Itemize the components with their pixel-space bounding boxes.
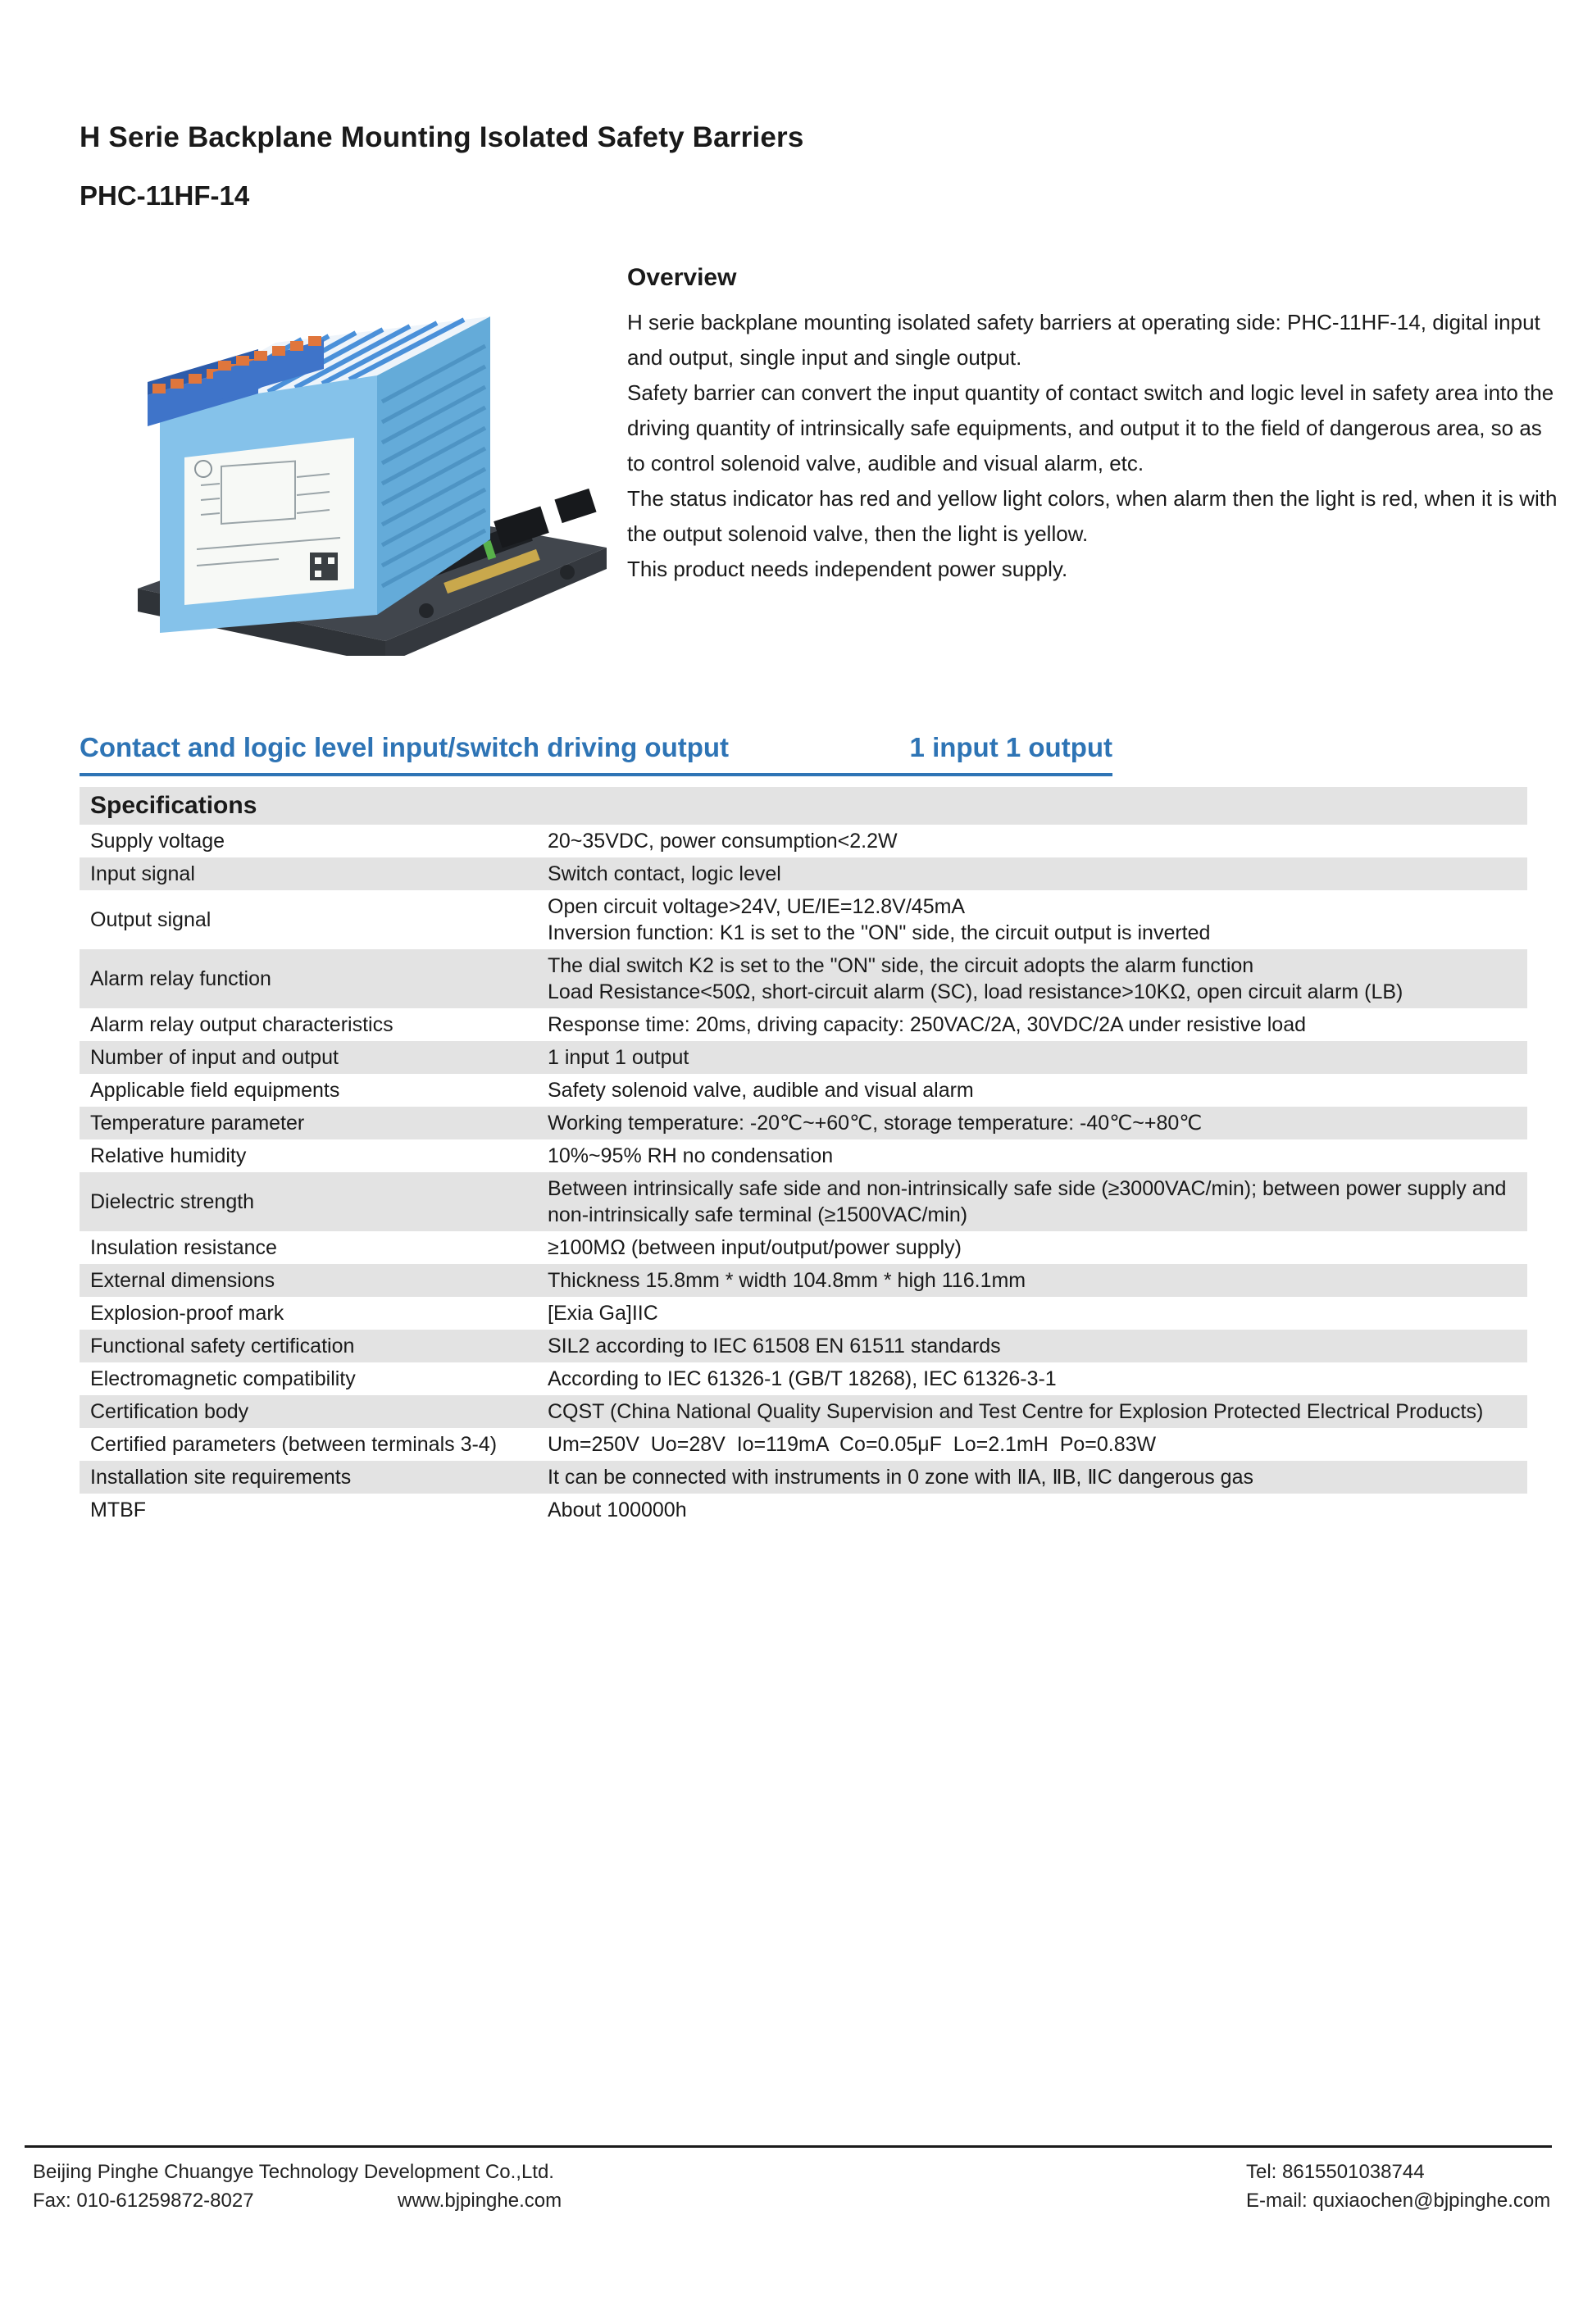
spec-value-line: Between intrinsically safe side and non-intrinsically safe side (≥3000VAC/min); between power supply and xyxy=(548,1177,1507,1200)
table-row xyxy=(80,1264,1527,1297)
table-row xyxy=(80,1461,1527,1494)
spec-value-line: About 100000h xyxy=(548,1499,687,1521)
spec-value-line: Open circuit voltage>24V, UE/IE=12.8V/45mA xyxy=(548,895,966,918)
section-heading-left: Contact and logic level input/switch driving output xyxy=(80,732,730,762)
footer-email: E-mail: quxiaochen@bjpinghe.com xyxy=(1246,2190,1551,2212)
spec-value xyxy=(548,894,1527,946)
spec-value-line: Response time: 20ms, driving capacity: 250VAC/2A, 30VDC/2A under resistive load xyxy=(548,1013,1306,1036)
spec-label: Alarm relay function xyxy=(90,967,271,990)
table-row xyxy=(80,1008,1527,1041)
footer-fax: Fax: 010-61259872-8027 xyxy=(33,2190,254,2212)
overview-paragraph: H serie backplane mounting isolated safety barriers at operating side: PHC-11HF-14, digital input and output, single input and single output. xyxy=(627,310,1540,370)
spec-value-line: Switch contact, logic level xyxy=(548,862,781,885)
spec-value xyxy=(548,1300,1527,1326)
spec-value-line: The dial switch K2 is set to the "ON" side, the circuit adopts the alarm function xyxy=(548,954,1254,977)
spec-value-line: Um=250V Uo=28V Io=119mA Co=0.05μF Lo=2.1mH Po=0.83W xyxy=(548,1433,1157,1456)
spec-value xyxy=(548,1110,1527,1136)
spec-label: Electromagnetic compatibility xyxy=(90,1367,356,1390)
specifications-table xyxy=(80,787,1527,1526)
spec-label: External dimensions xyxy=(90,1269,275,1292)
spec-value xyxy=(548,1497,1527,1523)
product-model: PHC-11HF-14 xyxy=(80,180,250,211)
spec-value xyxy=(548,1012,1527,1038)
spec-value-line: Load Resistance<50Ω, short-circuit alarm (SC), load resistance>10KΩ, open circuit alarm (LB) xyxy=(548,980,1403,1003)
footer-tel: Tel: 8615501038744 xyxy=(1246,2161,1425,2183)
spec-value xyxy=(548,1077,1527,1103)
table-row xyxy=(80,1139,1527,1172)
table-row xyxy=(80,1074,1527,1107)
overview-heading: Overview xyxy=(627,264,737,291)
spec-value-line: According to IEC 61326-1 (GB/T 18268), IEC 61326-3-1 xyxy=(548,1367,1057,1390)
spec-value-line: Working temperature: -20℃~+60℃, storage temperature: -40℃~+80℃ xyxy=(548,1112,1203,1135)
spec-value-line: CQST (China National Quality Supervision and Test Centre for Explosion Protected Electrical Products) xyxy=(548,1400,1484,1423)
spec-value-line: 1 input 1 output xyxy=(548,1046,689,1069)
spec-label: Temperature parameter xyxy=(90,1112,305,1135)
table-row xyxy=(80,890,1527,949)
spec-value-line: non-intrinsically safe terminal (≥1500VAC/min) xyxy=(548,1203,968,1226)
table-row xyxy=(80,857,1527,890)
overview-section xyxy=(627,264,1558,587)
product-photo xyxy=(115,271,607,656)
table-row xyxy=(80,1428,1527,1461)
spec-value xyxy=(548,1176,1527,1228)
spec-value xyxy=(548,1044,1527,1071)
spec-label: Certification body xyxy=(90,1400,249,1423)
overview-paragraph: This product needs independent power supply. xyxy=(627,557,1068,581)
spec-value-line: It can be connected with instruments in 0 zone with ⅡA, ⅡB, ⅡC dangerous gas xyxy=(548,1466,1253,1489)
spec-label: Alarm relay output characteristics xyxy=(90,1013,394,1036)
spec-value-line: Thickness 15.8mm * width 104.8mm * high 116.1mm xyxy=(548,1269,1026,1292)
footer-website: www.bjpinghe.com xyxy=(398,2190,562,2212)
spec-value-line: 10%~95% RH no condensation xyxy=(548,1144,834,1167)
spec-label: Insulation resistance xyxy=(90,1236,277,1259)
overview-paragraph: The status indicator has red and yellow light colors, when alarm then the light is red, when it is with the output solenoid valve, then the light is yellow. xyxy=(627,486,1558,546)
table-row xyxy=(80,1330,1527,1362)
spec-label: Relative humidity xyxy=(90,1144,247,1167)
spec-value xyxy=(548,953,1527,1005)
spec-value xyxy=(548,1333,1527,1359)
spec-value-line: Inversion function: K1 is set to the "ON" side, the circuit output is inverted xyxy=(548,921,1211,944)
spec-label: Supply voltage xyxy=(90,830,225,853)
spec-label: Input signal xyxy=(90,862,195,885)
spec-value xyxy=(548,1464,1527,1490)
footer-company: Beijing Pinghe Chuangye Technology Development Co.,Ltd. xyxy=(33,2161,554,2183)
spec-label: Functional safety certification xyxy=(90,1335,355,1358)
specifications-heading: Specifications xyxy=(80,787,1527,825)
section-heading xyxy=(80,732,1112,776)
spec-label: Dielectric strength xyxy=(90,1190,255,1213)
spec-label: Output signal xyxy=(90,908,212,931)
footer-divider xyxy=(25,2145,1552,2148)
spec-value-line: ≥100MΩ (between input/output/power supply) xyxy=(548,1236,962,1259)
spec-value xyxy=(548,1366,1527,1392)
spec-label: MTBF xyxy=(90,1499,147,1521)
spec-value xyxy=(548,1267,1527,1294)
table-row xyxy=(80,825,1527,857)
product-photo-image xyxy=(115,271,607,656)
overview-paragraph: Safety barrier can convert the input quantity of contact switch and logic level in safety area into the driving quantity of intrinsically safe equipments, and output it to the field of dangerous area, so as to control solenoid valve, audible and visual alarm, etc. xyxy=(627,380,1554,475)
table-row xyxy=(80,1231,1527,1264)
spec-label: Explosion-proof mark xyxy=(90,1302,284,1325)
spec-value-line: [Exia Ga]IIC xyxy=(548,1302,658,1325)
spec-value xyxy=(548,828,1527,854)
spec-value-line: SIL2 according to IEC 61508 EN 61511 standards xyxy=(548,1335,1001,1358)
table-row xyxy=(80,1297,1527,1330)
spec-value xyxy=(548,1143,1527,1169)
table-row xyxy=(80,1494,1527,1526)
spec-label: Applicable field equipments xyxy=(90,1079,340,1102)
title-block xyxy=(80,121,804,211)
spec-value-line: 20~35VDC, power consumption<2.2W xyxy=(548,830,898,853)
spec-value xyxy=(548,1235,1527,1261)
table-row xyxy=(80,1107,1527,1139)
spec-value xyxy=(548,861,1527,887)
section-heading-right: 1 input 1 output xyxy=(909,732,1112,762)
spec-value xyxy=(548,1398,1527,1425)
table-row xyxy=(80,1362,1527,1395)
table-row xyxy=(80,1041,1527,1074)
spec-value-line: Safety solenoid valve, audible and visual alarm xyxy=(548,1079,974,1102)
table-row xyxy=(80,1395,1527,1428)
spec-label: Certified parameters (between terminals 3-4) xyxy=(90,1433,498,1456)
spec-label: Installation site requirements xyxy=(90,1466,352,1489)
table-row xyxy=(80,1172,1527,1231)
table-row xyxy=(80,949,1527,1008)
specifications-rows xyxy=(80,825,1527,1526)
page-title: H Serie Backplane Mounting Isolated Safety Barriers xyxy=(80,121,804,153)
spec-value xyxy=(548,1431,1527,1458)
spec-label: Number of input and output xyxy=(90,1046,339,1069)
